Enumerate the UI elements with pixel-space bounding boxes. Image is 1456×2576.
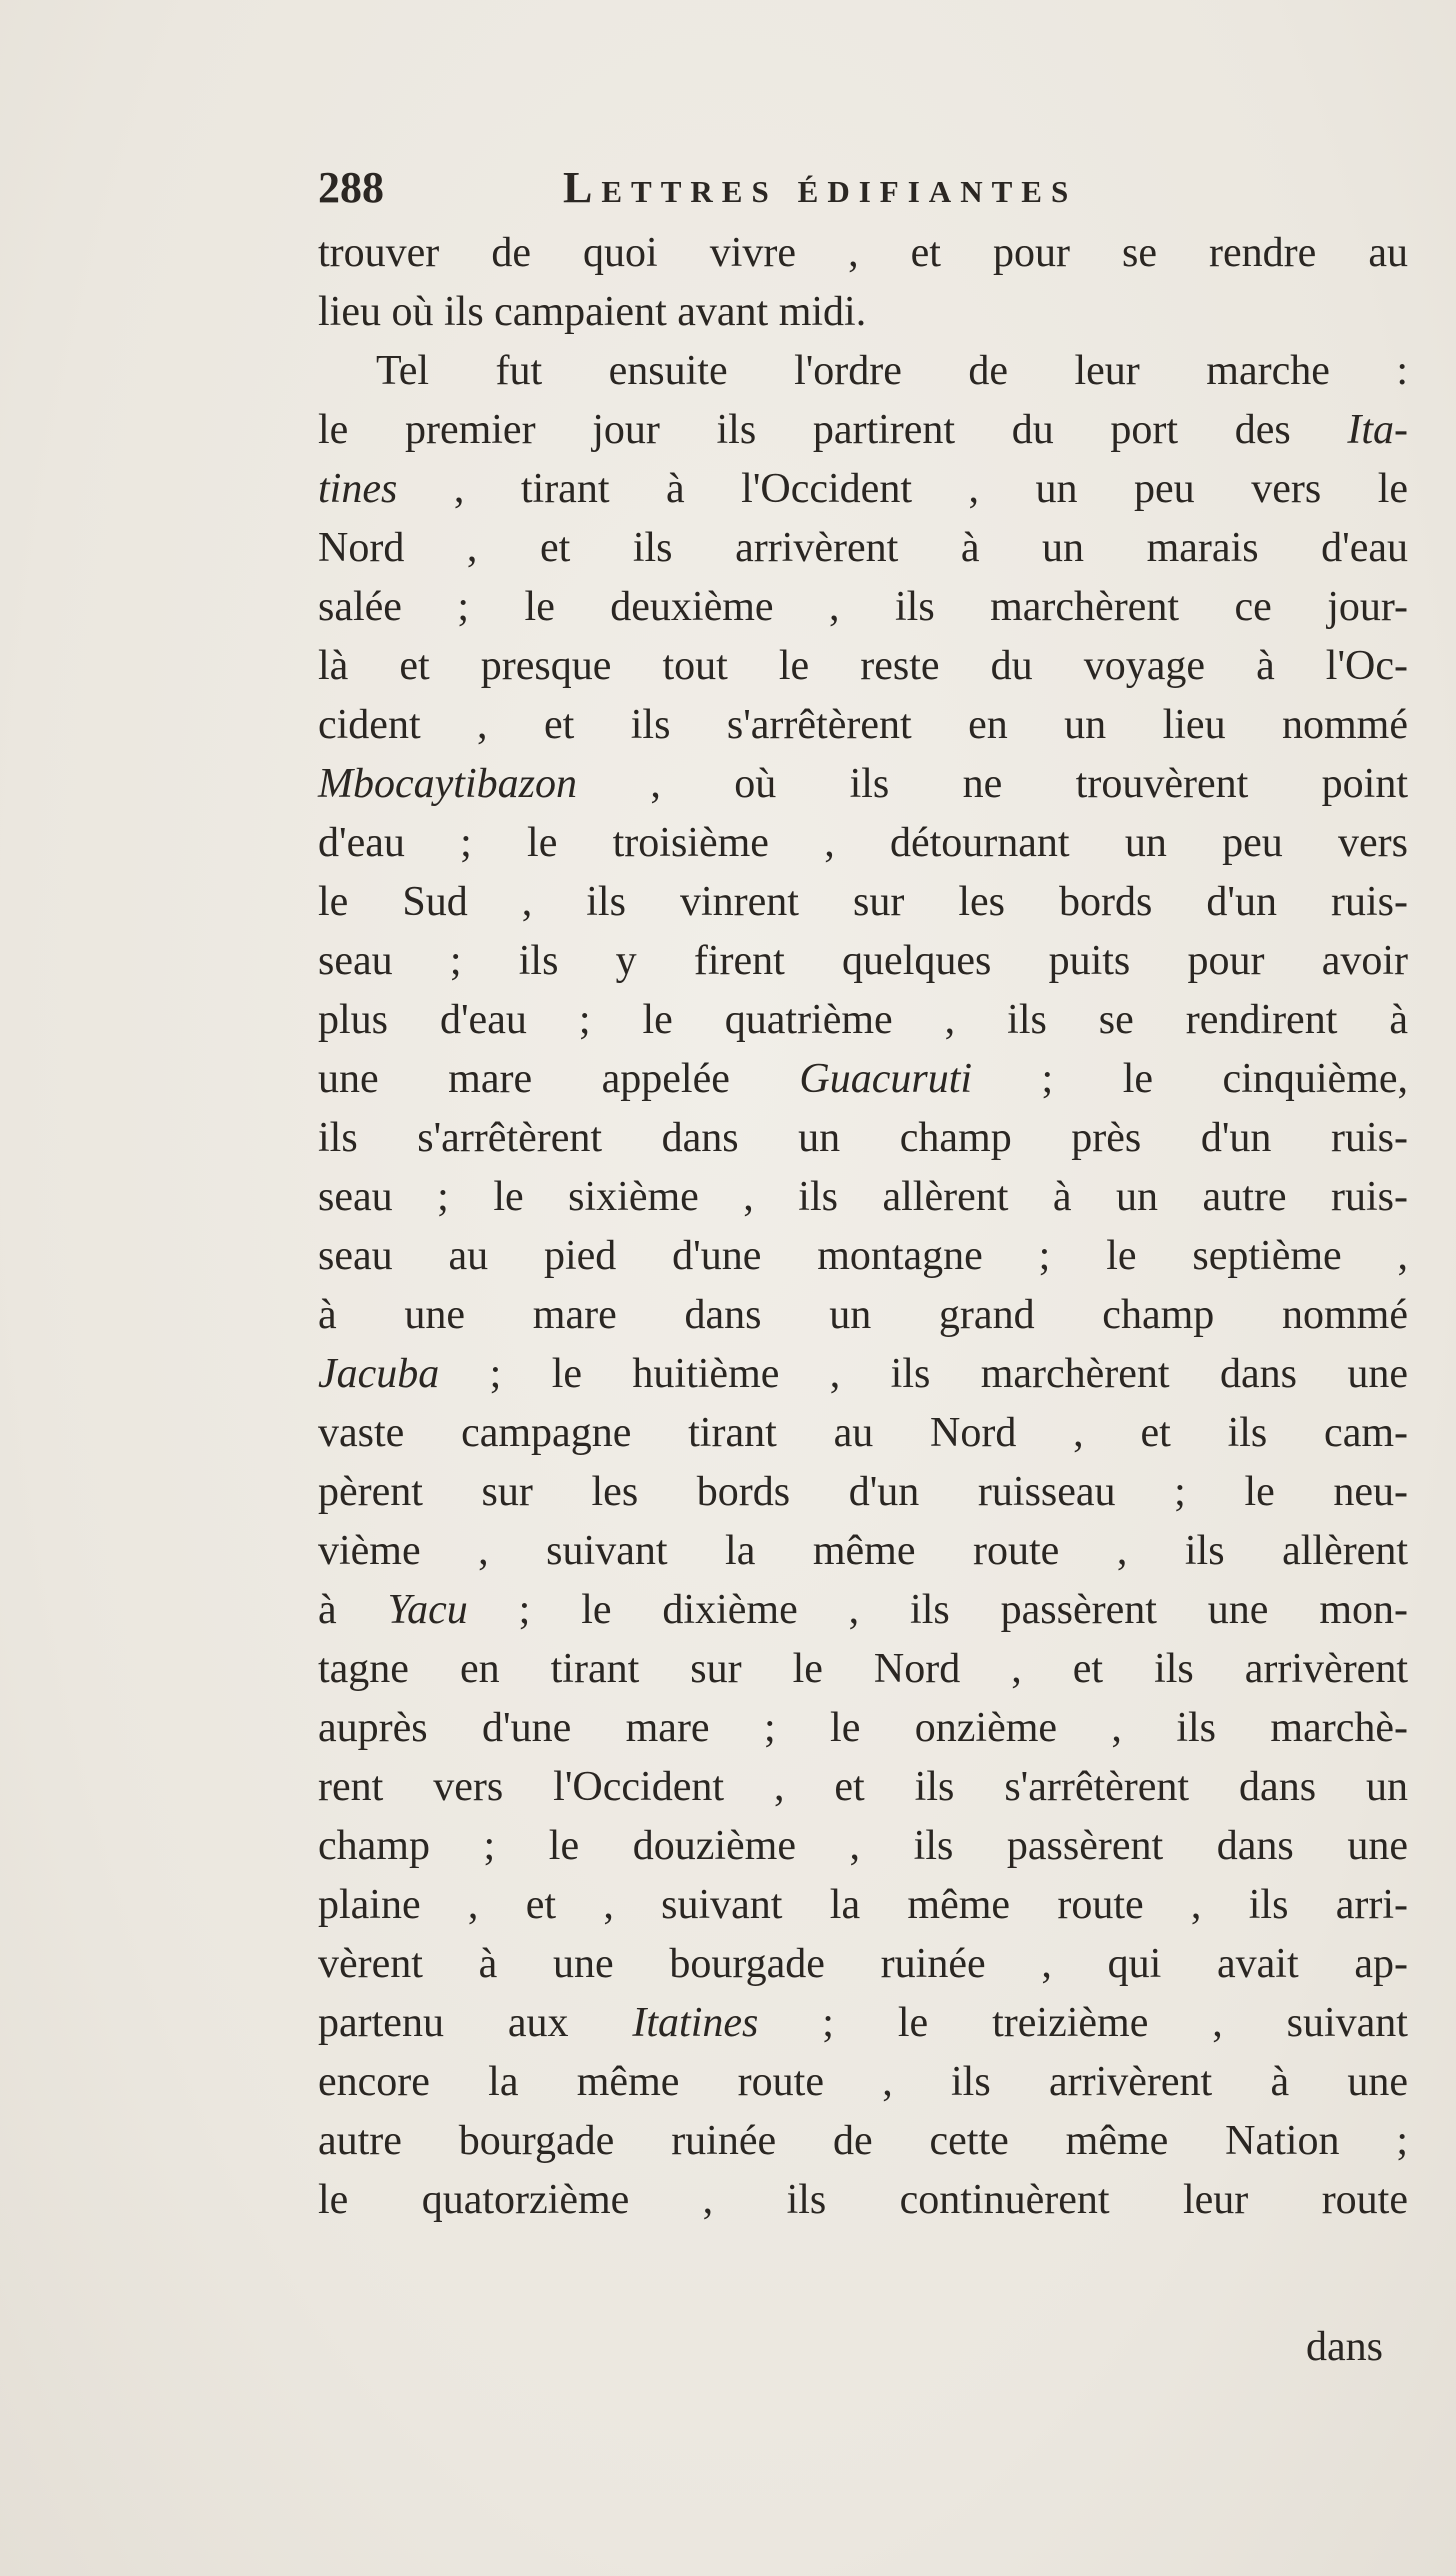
text-line: autre bourgade ruinée de cette même Nation ;: [318, 2118, 1408, 2164]
text-line: vième , suivant la même route , ils allèrent: [318, 1528, 1408, 1574]
text-line: d'eau ; le troisième , détournant un peu vers: [318, 820, 1408, 866]
text-line: champ ; le douzième , ils passèrent dans une: [318, 1823, 1408, 1869]
text-line: tagne en tirant sur le Nord , et ils arrivèrent: [318, 1646, 1408, 1692]
text-line: là et presque tout le reste du voyage à l'Oc-: [318, 643, 1408, 689]
text-line: Nord , et ils arrivèrent à un marais d'eau: [318, 525, 1408, 571]
text-line: vèrent à une bourgade ruinée , qui avait ap-: [318, 1941, 1408, 1987]
text-line: le Sud , ils vinrent sur les bords d'un ruis-: [318, 879, 1408, 925]
running-title: Lettres édifiantes: [563, 163, 1078, 212]
running-head: [318, 160, 1398, 220]
text-line: trouver de quoi vivre , et pour se rendre au: [318, 230, 1408, 276]
text-line: le quatorzième , ils continuèrent leur route: [318, 2177, 1408, 2223]
catchword: dans: [1306, 2324, 1383, 2370]
text-line: seau au pied d'une montagne ; le septième ,: [318, 1233, 1408, 1279]
text-line: le premier jour ils partirent du port des Ita-: [318, 407, 1408, 453]
text-line: pèrent sur les bords d'un ruisseau ; le neu-: [318, 1469, 1408, 1515]
text-line: Tel fut ensuite l'ordre de leur marche :: [376, 348, 1408, 394]
text-line: à une mare dans un grand champ nommé: [318, 1292, 1408, 1338]
text-line: partenu aux Itatines ; le treizième , suivant: [318, 2000, 1408, 2046]
page-number: 288: [318, 163, 384, 212]
text-line: encore la même route , ils arrivèrent à une: [318, 2059, 1408, 2105]
text-line: seau ; le sixième , ils allèrent à un autre ruis-: [318, 1174, 1408, 1220]
text-line: à Yacu ; le dixième , ils passèrent une mon-: [318, 1587, 1408, 1633]
text-line: salée ; le deuxième , ils marchèrent ce jour-: [318, 584, 1408, 630]
text-line: cident , et ils s'arrêtèrent en un lieu nommé: [318, 702, 1408, 748]
text-line: Mbocaytibazon , où ils ne trouvèrent point: [318, 761, 1408, 807]
text-line: ils s'arrêtèrent dans un champ près d'un ruis-: [318, 1115, 1408, 1161]
text-line: plus d'eau ; le quatrième , ils se rendirent à: [318, 997, 1408, 1043]
text-line: lieu où ils campaient avant midi.: [318, 289, 867, 335]
text-line: tines , tirant à l'Occident , un peu vers le: [318, 466, 1408, 512]
text-line: Jacuba ; le huitième , ils marchèrent dans une: [318, 1351, 1408, 1397]
text-line: rent vers l'Occident , et ils s'arrêtèrent dans un: [318, 1764, 1408, 1810]
text-line: une mare appelée Guacuruti ; le cinquième,: [318, 1056, 1408, 1102]
text-line: auprès d'une mare ; le onzième , ils marchè-: [318, 1705, 1408, 1751]
text-line: plaine , et , suivant la même route , ils arri-: [318, 1882, 1408, 1928]
text-line: vaste campagne tirant au Nord , et ils cam-: [318, 1410, 1408, 1456]
text-line: seau ; ils y firent quelques puits pour avoir: [318, 938, 1408, 984]
